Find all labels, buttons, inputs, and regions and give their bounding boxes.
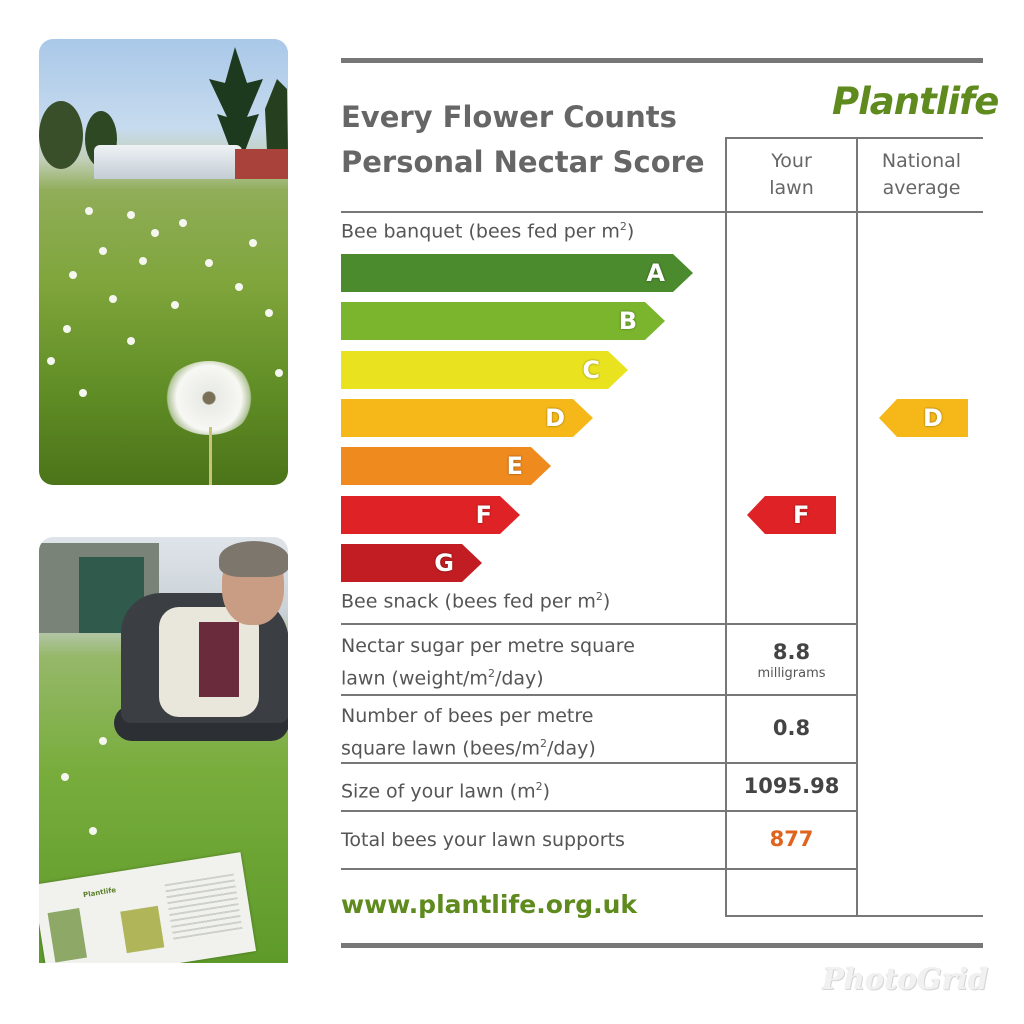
rating-band-d [341,399,593,437]
row-label-total-bees: Total bees your lawn supports [341,829,625,851]
top-rule [341,58,983,63]
rating-band-letter: D [545,404,565,432]
column-header-your-lawn: Your lawn [769,150,814,199]
red-shed [235,149,288,179]
dandelion-stem [209,427,212,485]
row-label-lawn-size: Size of your lawn $(m^2)$ [341,780,551,803]
your-lawn-rating: F [793,501,810,529]
photo-person-in-lawn [39,537,288,963]
row-value-bees-per-m2: 0.8 [772,716,811,740]
row-label-bees-per-m2: Number of bees per metre square lawn $(bees/m^2/day)$ [341,705,596,760]
title-line-2: Personal Nectar Score [341,145,705,179]
scale-label-top: Bee banquet (bees fed per $m^2$) [341,220,635,243]
table-divider [341,868,858,870]
national-average-rating-marker [879,399,968,437]
rating-band-b [341,302,665,340]
column-header-national-average: National average [881,150,962,199]
website-link[interactable]: www.plantlife.org.uk [341,890,638,919]
row-value-total-bees: 877 [769,827,814,851]
photo-lawn-dandelions [39,39,288,485]
your-lawn-rating-marker [747,496,836,534]
rating-band-e [341,447,551,485]
row-label-nectar-sugar: Nectar sugar per metre square lawn $(weight/m^2/day)$ [341,635,635,690]
scale-label-bottom: Bee snack (bees fed per $m^2$) [341,590,611,613]
rating-band-letter: B [618,307,637,335]
national-average-rating: D [923,404,943,432]
dandelion-seedhead [163,361,255,435]
table-divider [341,211,983,213]
nectar-score-printout [39,852,256,963]
person-hair [219,541,288,577]
rating-band-letter: F [475,501,492,529]
rating-band-letter: E [506,452,523,480]
rating-band-letter: C [582,356,600,384]
title-line-1: Every Flower Counts [341,100,677,134]
person-shirt [199,622,239,697]
rating-band-f [341,496,520,534]
row-value-nectar-sugar: 8.8 [772,640,811,664]
greenhouse [94,145,242,179]
rating-band-g [341,544,482,582]
table-divider [725,915,983,917]
table-divider [856,138,858,917]
table-divider [725,138,727,917]
bottom-rule [341,943,983,948]
plantlife-logo: Plantlife [832,80,999,123]
printout-logo: Plantlife [82,886,117,900]
rating-band-letter: G [434,549,454,577]
table-divider [725,137,983,139]
rating-band-a [341,254,693,292]
row-value-lawn-size: 1095.98 [743,774,840,798]
rating-band-letter: A [646,259,665,287]
photogrid-watermark: PhotoGrid [822,962,989,996]
table-divider [341,810,858,812]
table-divider [341,694,858,696]
rating-band-c [341,351,628,389]
row-unit-nectar-sugar: milligrams [757,666,826,681]
table-divider [341,623,858,625]
